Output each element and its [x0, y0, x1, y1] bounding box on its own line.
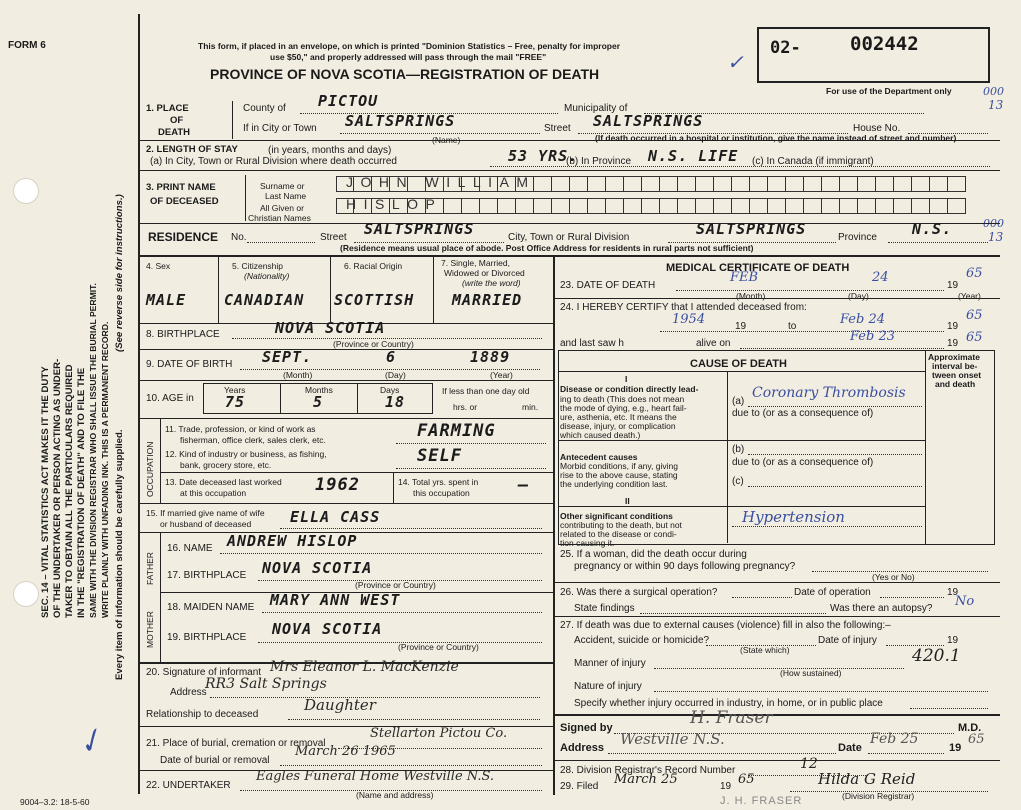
- death-year-prefix: 19: [947, 280, 959, 291]
- disease-label: ing to death (This does not mean: [560, 394, 685, 404]
- operation-label: 26. Was there a surgical operation?: [560, 587, 718, 598]
- days-label: Days: [380, 385, 400, 395]
- physician-stamp: J. H. FRASER: [720, 795, 803, 807]
- racial-label: 6. Racial Origin: [344, 261, 403, 271]
- rule: [138, 503, 553, 504]
- signed-by-value: H. Fraser: [690, 708, 773, 728]
- department-code-2: 13: [988, 98, 1004, 112]
- death-year: 65: [966, 266, 983, 281]
- disease-label: the mode of dying, e.g., heart fail-: [560, 403, 687, 413]
- deceased-label: OF DECEASED: [150, 196, 219, 207]
- last-seen-date: Feb 23: [850, 329, 895, 344]
- mother-maiden-label: 18. MAIDEN NAME: [167, 602, 255, 613]
- spouse-label: or husband of deceased: [160, 519, 252, 529]
- residence-city-value: SALTSPRINGS: [696, 220, 807, 238]
- marital-label: Widowed or Divorced: [444, 268, 525, 278]
- date-value: Feb 25: [870, 731, 919, 747]
- signed-by-label: Signed by: [560, 722, 613, 734]
- citizenship-value: CANADIAN: [224, 291, 305, 309]
- residence-street-label: Street: [320, 232, 347, 243]
- stay-label: 2. LENGTH OF STAY: [146, 144, 238, 155]
- death-month: FEB: [730, 270, 759, 285]
- alive-label: alive on: [696, 338, 731, 349]
- rule: [553, 616, 1000, 617]
- other-conditions-label: contributing to the death, but not: [560, 520, 682, 530]
- sex-label: 4. Sex: [146, 261, 171, 271]
- father-name-value: ANDREW HISLOP: [227, 532, 358, 550]
- father-section-label: FATHER: [145, 552, 155, 585]
- rule: [553, 582, 1000, 583]
- father-birthplace-value: NOVA SCOTIA: [262, 559, 373, 577]
- city-value: SALTSPRINGS: [345, 112, 456, 130]
- undertaker-value: Eagles Funeral Home Westville N.S.: [256, 769, 495, 784]
- how-sustained-caption: (How sustained): [780, 668, 842, 678]
- attended-label: 24. I HEREBY CERTIFY that I attended deceased from:: [560, 302, 807, 313]
- autopsy-label: Was there an autopsy?: [830, 603, 933, 614]
- birthplace-value: NOVA SCOTIA: [275, 319, 386, 337]
- envelope-note: This form, if placed in an envelope, on which is printed "Dominion Statistics – Free, penalty for improper: [198, 41, 621, 51]
- rule: [160, 532, 161, 662]
- disease-label: which caused death.): [560, 430, 641, 440]
- burial-place-label: 21. Place of burial, cremation or removal: [146, 738, 326, 749]
- death-day: 24: [872, 270, 889, 285]
- dob-day: 6: [386, 348, 397, 366]
- stay-a-label: (a) In City, Town or Rural Division where death occurred: [150, 156, 397, 167]
- citizenship-label: 5. Citizenship: [232, 261, 284, 271]
- stay-b-label: (b) In Province: [566, 156, 632, 167]
- antecedent-label: the underlying condition last.: [560, 479, 668, 489]
- province-caption: (Province or Country): [333, 339, 414, 349]
- mother-section-label: MOTHER: [145, 611, 155, 648]
- interval-label: interval be-: [932, 361, 978, 371]
- marital-label: (write the word): [462, 278, 521, 288]
- occupation-14-value: —: [518, 475, 530, 495]
- surname-value: HISLOP: [346, 196, 443, 212]
- cause-c-label: (c): [732, 476, 744, 487]
- form-title: PROVINCE OF NOVA SCOTIA—REGISTRATION OF DEATH: [210, 66, 600, 82]
- rule: [553, 298, 1000, 299]
- sidebar-instruction: Every item of information should be carefully supplied.: [114, 429, 125, 680]
- minutes-label: min.: [522, 402, 539, 412]
- rule: [138, 418, 553, 419]
- autopsy-value: No: [955, 594, 975, 609]
- occupation-13-label: 13. Date deceased last worked: [165, 477, 282, 487]
- name-address-caption: (Name and address): [356, 790, 434, 800]
- street-label: Street: [544, 123, 571, 134]
- cause-b-label: (b): [732, 444, 745, 455]
- spouse-value: ELLA CASS: [290, 508, 381, 526]
- occupation-14-label: this occupation: [413, 488, 470, 498]
- rule: [433, 255, 434, 323]
- attended-to-19: 19: [947, 321, 959, 332]
- dob-label: 9. DATE OF BIRTH: [146, 359, 233, 370]
- interval-label: Approximate: [928, 352, 980, 362]
- registrar-signature: Hilda G Reid: [818, 770, 916, 788]
- house-label: House No.: [853, 123, 901, 134]
- department-use-label: For use of the Department only: [826, 86, 952, 96]
- filed-19: 19: [720, 781, 732, 792]
- less-than-day-label: If less than one day old: [442, 386, 530, 396]
- year-caption: (Year): [958, 291, 981, 301]
- date-year: 65: [968, 732, 985, 747]
- stay-c-label: (c) In Canada (if immigrant): [752, 156, 874, 167]
- age-days-value: 18: [385, 393, 406, 411]
- father-birthplace-label: 17. BIRTHPLACE: [167, 570, 247, 581]
- specify-label: Specify whether injury occurred in industry, in home, or in public place: [574, 698, 883, 709]
- year-caption: (Year): [490, 370, 513, 380]
- registration-prefix: 02-: [770, 38, 801, 58]
- injury-date-label: Date of injury: [818, 635, 877, 646]
- marital-value: MARRIED: [452, 291, 523, 309]
- rule: [160, 418, 161, 503]
- rule: [558, 440, 925, 441]
- pregnancy-label: 25. If a woman, did the death occur during: [560, 549, 747, 560]
- burial-date-value: March 26 1965: [295, 744, 396, 759]
- last-seen-19: 19: [947, 338, 959, 349]
- residence-province-label: Province: [838, 232, 877, 243]
- age-years-value: 75: [225, 393, 246, 411]
- residence-code: 000: [983, 217, 1004, 230]
- birthplace-label: 8. BIRTHPLACE: [146, 329, 220, 340]
- residence-street-value: SALTSPRINGS: [364, 220, 475, 238]
- attended-to-year: 65: [966, 308, 983, 323]
- marital-label: 7. Single, Married,: [441, 258, 510, 268]
- place-label: 1. PLACE: [146, 103, 189, 114]
- mother-birthplace-value: NOVA SCOTIA: [272, 620, 383, 638]
- hospital-note: (If death occurred in a hospital or institution, give the name instead of street and number): [595, 133, 957, 143]
- informant-signature: Mrs Eleanor L. MacKenzie: [270, 659, 459, 675]
- age-label: 10. AGE in: [146, 393, 194, 404]
- occupation-13-label: at this occupation: [180, 488, 247, 498]
- registration-number: 002442: [850, 33, 919, 55]
- envelope-note-2: use $50," and properly addressed will pass through the mail "FREE": [270, 52, 547, 62]
- occupation-11-label: fisherman, office clerk, sales clerk, etc.: [180, 435, 326, 445]
- residence-no-label: No.: [231, 232, 247, 243]
- last-seen-year: 65: [966, 330, 983, 345]
- sidebar-instruction: OF THE UNDERTAKER OR PERSON ACTING AS UNDER-: [52, 358, 63, 618]
- stay-sub: (in years, months and days): [268, 145, 392, 156]
- place-label: DEATH: [158, 127, 191, 138]
- filed-label: 29. Filed: [560, 781, 599, 792]
- attended-to-label: to: [788, 321, 797, 332]
- informant-address: RR3 Salt Springs: [205, 676, 327, 692]
- operation-19: 19: [947, 587, 959, 598]
- residence-code-2: 13: [988, 230, 1004, 244]
- footer-code: 9004–3.2: 18-5-60: [20, 797, 90, 807]
- name-caption: (Name): [432, 135, 461, 145]
- due-to-label: due to (or as a consequence of): [732, 408, 874, 419]
- injury-19: 19: [947, 635, 959, 646]
- external-causes-label: 27. If death was due to external causes (violence) fill in also the following:–: [560, 620, 891, 631]
- rule: [925, 350, 926, 545]
- rule: [138, 380, 553, 381]
- occupation-12-label: 12. Kind of industry or business, as fishing,: [165, 449, 327, 459]
- occupation-14-label: 14. Total yrs. spent in: [398, 477, 479, 487]
- province-caption: (Province or Country): [398, 642, 479, 652]
- form-number: FORM 6: [8, 40, 46, 51]
- given-label: Christian Names: [248, 213, 311, 223]
- antecedent-label: Antecedent causes: [560, 452, 638, 462]
- occupation-11-value: FARMING: [417, 421, 496, 441]
- other-conditions-label: Other significant conditions: [560, 511, 673, 521]
- occupation-13-value: 1962: [315, 475, 360, 495]
- month-caption: (Month): [736, 291, 766, 301]
- sidebar-instruction: (See reverse side for instructions.): [114, 194, 125, 352]
- rule: [393, 472, 394, 503]
- antecedent-label: Morbid conditions, if any, giving: [560, 461, 678, 471]
- record-number-value: 12: [800, 756, 818, 772]
- cause-a-value: Coronary Thrombosis: [752, 385, 906, 401]
- disease-label: ure, asthenia, etc. It means the: [560, 412, 677, 422]
- years-label: Years: [224, 385, 246, 395]
- check-mark: ✓: [70, 721, 111, 764]
- attended-from-19: 19: [735, 321, 747, 332]
- relationship-label: Relationship to deceased: [146, 709, 259, 720]
- interval-label: and death: [935, 379, 976, 389]
- antecedent-label: rise to the above cause, stating: [560, 470, 678, 480]
- months-label: Months: [305, 385, 333, 395]
- findings-label: State findings: [574, 603, 635, 614]
- age-months-value: 5: [313, 393, 324, 411]
- yes-no-caption: (Yes or No): [872, 572, 915, 582]
- residence-note: (Residence means usual place of abode. Post Office Address for residents in rural parts not sufficient): [340, 243, 754, 253]
- medical-title: MEDICAL CERTIFICATE OF DEATH: [666, 262, 850, 274]
- other-conditions-label: tion causing it.: [560, 538, 615, 548]
- rule: [553, 714, 1000, 716]
- rule: [218, 255, 219, 323]
- rule: [330, 255, 331, 323]
- cause-a-label: (a): [732, 396, 745, 407]
- manner-label: Manner of injury: [574, 658, 646, 669]
- last-seen-label: and last saw h: [560, 338, 624, 349]
- mother-maiden-value: MARY ANN WEST: [270, 591, 401, 609]
- cause-code: 420.1: [912, 646, 961, 666]
- father-name-label: 16. NAME: [167, 543, 213, 554]
- hours-label: hrs. or: [453, 402, 478, 412]
- day-caption: (Day): [385, 370, 406, 380]
- burial-place-value: Stellarton Pictou Co.: [370, 726, 508, 741]
- cause-title: CAUSE OF DEATH: [690, 358, 787, 370]
- relationship-value: Daughter: [304, 696, 376, 714]
- sex-value: MALE: [146, 291, 187, 309]
- surname-label: Last Name: [265, 191, 307, 201]
- attended-from: 1954: [672, 312, 706, 327]
- sidebar-instruction: TAKER TO OBTAIN ALL THE PARTICULARS REQUIRED: [64, 364, 75, 618]
- occupation-section-label: OCCUPATION: [145, 441, 155, 497]
- registrar-caption: (Division Registrar): [842, 791, 915, 801]
- date-label: Date: [838, 742, 862, 754]
- punch-hole: [13, 581, 39, 607]
- residence-city-label: City, Town or Rural Division: [508, 232, 630, 243]
- rule: [138, 255, 1000, 257]
- mother-birthplace-label: 19. BIRTHPLACE: [167, 632, 247, 643]
- record-number-label: 28. Division Registrar's Record Number: [560, 765, 736, 776]
- interval-label: tween onset: [932, 370, 982, 380]
- nature-label: Nature of injury: [574, 681, 642, 692]
- sidebar-instruction: SEC. 14 – VITAL STATISTICS ACT MAKES IT THE DUTY: [40, 366, 51, 618]
- burial-date-label: Date of burial or removal: [160, 755, 270, 766]
- deceased-label: 3. PRINT NAME: [146, 182, 216, 193]
- given-label: All Given or: [260, 203, 304, 213]
- date-of-death-label: 23. DATE OF DEATH: [560, 280, 656, 291]
- filed-year: 65: [738, 772, 755, 787]
- attended-to: Feb 24: [840, 312, 885, 327]
- stay-a-value: 53 YRS.: [508, 147, 579, 165]
- bracket: [245, 175, 246, 221]
- stay-b-value: N.S. LIFE: [648, 147, 739, 165]
- due-to-label: due to (or as a consequence of): [732, 457, 874, 468]
- rule: [727, 371, 728, 543]
- residence-label: RESIDENCE: [148, 230, 219, 244]
- rule: [558, 371, 925, 372]
- street-value: SALTSPRINGS: [593, 112, 704, 130]
- disease-label: Disease or condition directly lead-: [560, 384, 699, 394]
- undertaker-label: 22. UNDERTAKER: [146, 780, 231, 791]
- occupation-12-label: bank, grocery store, etc.: [180, 460, 272, 470]
- sidebar-instruction: WRITE PLAINLY WITH UNFADING INK. THIS IS A PERMANENT RECORD.: [100, 321, 110, 618]
- informant-label: 20. Signature of informant: [146, 667, 262, 678]
- address-value: Westville N.S.: [620, 730, 725, 748]
- residence-province-value: N.S.: [912, 220, 953, 238]
- accident-label: Accident, suicide or homicide?: [574, 635, 710, 646]
- state-which-caption: (State which): [740, 645, 790, 655]
- given-names-value: JOHN WILLIAM: [346, 174, 536, 190]
- filed-date: March 25: [614, 772, 678, 787]
- department-code: 000: [983, 85, 1004, 98]
- check-mark: ✓: [727, 50, 744, 74]
- operation-date-label: Date of operation: [794, 587, 871, 598]
- other-conditions-label: related to the disease or condi-: [560, 529, 677, 539]
- other-conditions-value: Hypertension: [742, 508, 845, 526]
- day-caption: (Day): [848, 291, 869, 301]
- place-label: OF: [170, 115, 184, 126]
- surname-label: Surname or: [260, 181, 305, 191]
- rule: [160, 472, 553, 473]
- spouse-label: 15. If married give name of wife: [146, 508, 265, 518]
- dob-year: 1889: [470, 348, 511, 366]
- month-caption: (Month): [283, 370, 313, 380]
- rule: [558, 506, 925, 507]
- punch-hole: [13, 178, 39, 204]
- pregnancy-label: pregnancy or within 90 days following pregnancy?: [574, 561, 796, 572]
- roman-numeral-2: II: [625, 496, 630, 506]
- roman-numeral-1: I: [625, 374, 628, 384]
- county-value: PICTOU: [318, 92, 379, 110]
- sidebar-instruction: IN THE "REGISTRATION OF DEATH" AND TO FILE THE: [76, 367, 87, 618]
- occupation-12-value: SELF: [417, 446, 462, 466]
- rule: [138, 170, 1000, 171]
- address-label: Address: [560, 742, 605, 754]
- informant-address-label: Address: [170, 687, 207, 698]
- citizenship-sub: (Nationality): [244, 271, 290, 281]
- frame-left: [138, 14, 140, 794]
- rule: [138, 223, 1000, 224]
- disease-label: disease, injury, or complication: [560, 421, 676, 431]
- md-label: M.D.: [958, 722, 982, 734]
- sidebar-instruction: SAME WITH THE DIVISION REGISTRAR WHO SHALL ISSUE THE BURIAL PERMIT.: [88, 283, 98, 618]
- date-19: 19: [949, 742, 962, 754]
- city-label: If in City or Town: [243, 123, 317, 134]
- occupation-11-label: 11. Trade, profession, or kind of work as: [165, 424, 316, 434]
- bracket: [232, 101, 233, 139]
- dob-month: SEPT.: [262, 348, 313, 366]
- municipality-label: Municipality of: [564, 103, 628, 114]
- racial-value: SCOTTISH: [334, 291, 415, 309]
- rule: [553, 760, 1000, 761]
- county-label: County of: [243, 103, 286, 114]
- province-caption: (Province or Country): [355, 580, 436, 590]
